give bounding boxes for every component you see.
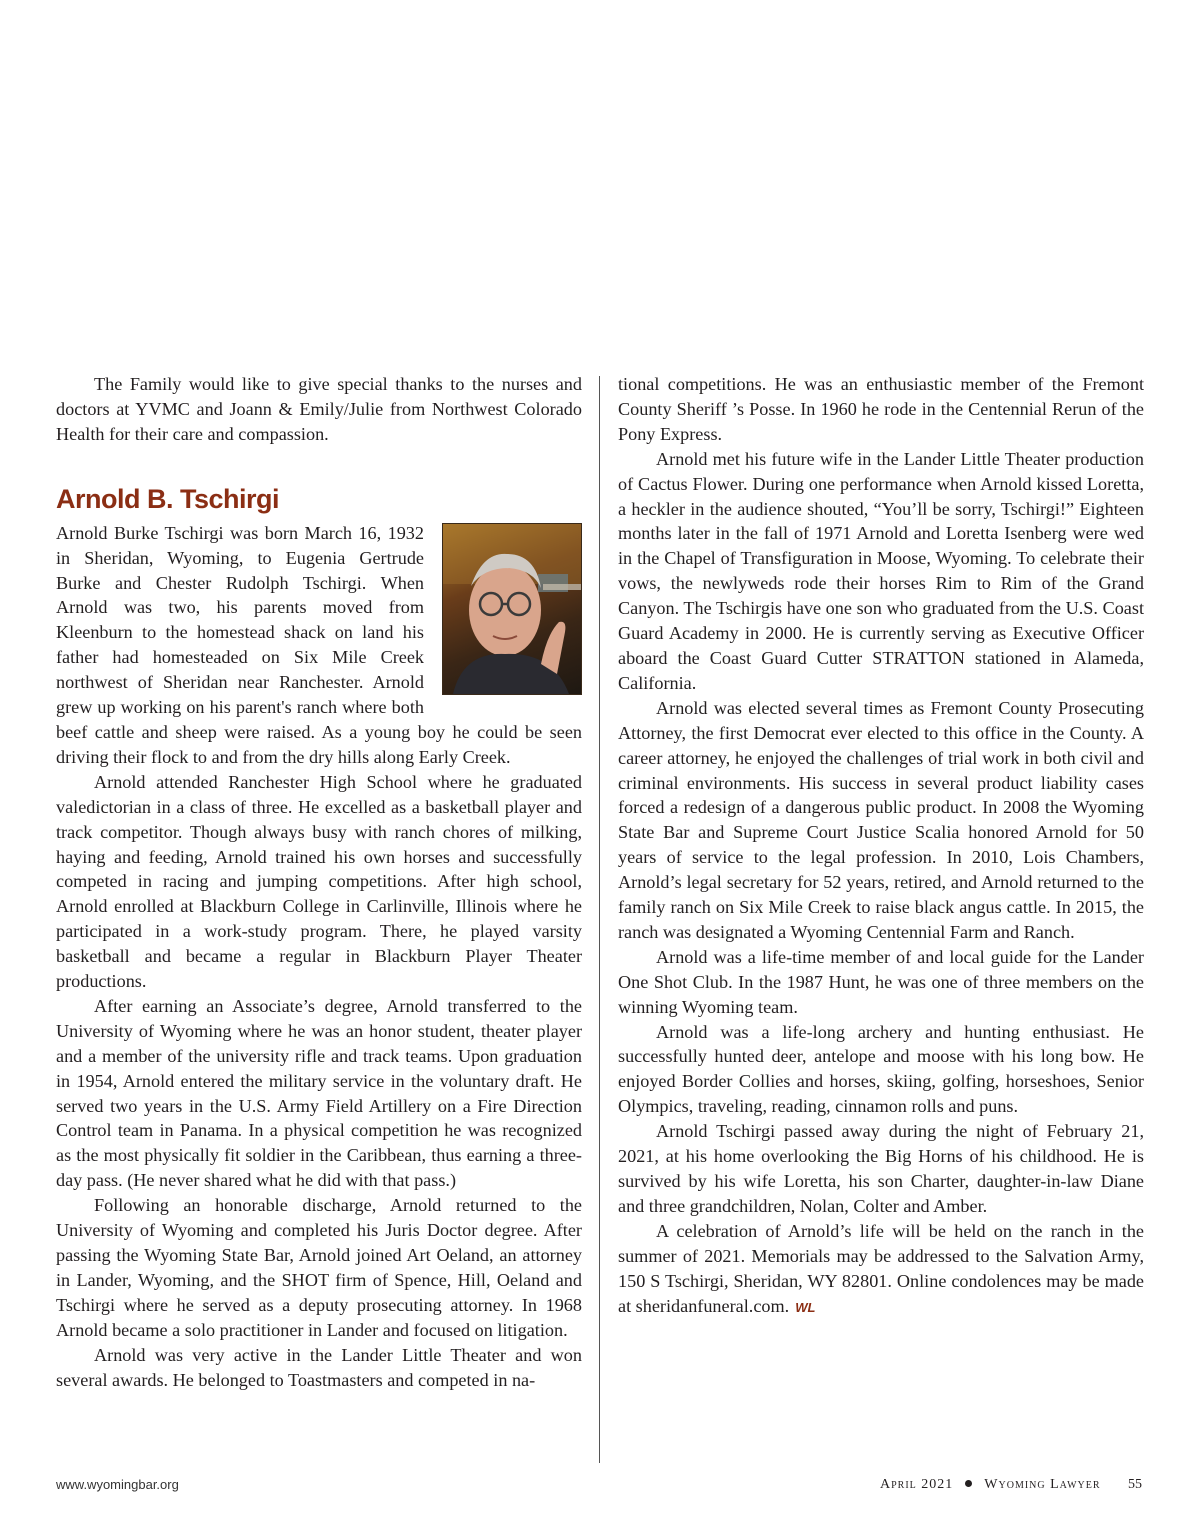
obituary-paragraph: Arnold Tschirgi passed away during the night of February 21, 2021, at his home overlooking the Big Horns of his childhood. He is survived by his wife Loretta, his son Charter, daughter-in-law Diane and three grandchildren, Nolan, Colter and Amber.: [618, 1121, 1144, 1216]
obituary-paragraph: tional competitions. He was an enthusiastic member of the Fremont County Sheriff ’s Posse. In 1960 he rode in the Centennial Rerun of the Pony Express.: [618, 374, 1144, 444]
thanks-paragraph: The Family would like to give special thanks to the nurses and doctors at YVMC and Joann & Emily/Julie from Northwest Colorado Health for their care and compassion.: [56, 374, 582, 444]
issue-date: April 2021: [880, 1477, 954, 1492]
portrait-photo: [442, 523, 582, 695]
obituary-paragraph: Arnold was elected several times as Fremont County Prosecuting Attorney, the first Democrat ever elected to this office in the County. A career attorney, he enjoyed the challenges of trial work in both civil and criminal environments. His success in several product liability cases forced a redesign of a dangerous public product. In 2008 the Wyoming State Bar and Supreme Court Justice Scalia honored Arnold for 50 years of service to the legal profession. In 2010, Lois Chambers, Arnold’s legal secretary for 52 years, retired, and Arnold returned to the family ranch on Six Mile Creek to raise black angus cattle. In 2015, the ranch was designated a Wyoming Centennial Farm and Ranch.: [618, 697, 1144, 942]
obituary-paragraph-last: [618, 1219, 1144, 1321]
obituary-paragraph: Arnold Burke Tschirgi was born March 16, 1932 in Sheridan, Wyoming, to Eugenia Gertrude Burke and Chester Rudolph Tschirgi. When Arnold was two, his parents moved from Kleenburn to the homestead shack on land his father had homesteaded on Six Mile Creek northwest of Sheridan near Ranchester. Arnold grew up working on his parent's ranch where both beef cattle and sheep were raised. As a young boy he could be seen driving their flock to and from the dry hills along Early Creek.: [56, 522, 582, 767]
column-divider: [599, 376, 600, 1463]
bullet-separator: [965, 1480, 972, 1487]
publication-name: Wyoming Lawyer: [984, 1477, 1101, 1492]
left-column: [56, 372, 582, 1392]
obituary-paragraph: Arnold was a life-long archery and hunting enthusiast. He successfully hunted deer, antelope and moose with his long bow. He enjoyed Border Collies and horses, skiing, golfing, horseshoes, Senior Olympics, traveling, reading, cinnamon rolls and puns.: [618, 1021, 1144, 1117]
obituary-paragraph: Following an honorable discharge, Arnold returned to the University of Wyoming and completed his Juris Doctor degree. After passing the Wyoming State Bar, Arnold joined Art Oeland, an attorney in Lander, Wyoming, and the SHOT firm of Spence, Hill, Oeland and Tschirgi where he served as a deputy prosecuting attorney. In 1968 Arnold became a solo practitioner in Lander and focused on litigation.: [56, 1195, 582, 1340]
obituary-paragraph: Arnold met his future wife in the Lander Little Theater production of Cactus Flower. During one performance when Arnold kissed Loretta, a heckler in the audience shouted, “You’ll be sorry, Tschirgi!” Eighteen months later in the fall of 1971 Arnold and Loretta Isenberg were wed in the Chapel of Transfiguration in Moose, Wyoming. To celebrate their vows, the newlyweds rode their horses Rim to Rim of the Grand Canyon. The Tschirgis have one son who graduated from the U.S. Coast Guard Academy in 2000. He is currently serving as Executive Officer aboard the Coast Guard Cutter STRATTON stationed in Alameda, California.: [618, 448, 1144, 693]
obituary-paragraph: Arnold attended Ranchester High School where he graduated valedictorian in a class of three. He excelled as a basketball player and track competitor. Though always busy with ranch chores of milking, haying and feeding, Arnold trained his own horses and successfully competed in racing and jumping competitions. After high school, Arnold enrolled at Blackburn College in Carlinville, Illinois where he participated in a work-study program. There, he played varsity basketball and became a regular in Blackburn Player Theater productions.: [56, 771, 582, 992]
obituary-paragraph: Arnold was a life-time member of and local guide for the Lander One Shot Club. In the 1987 Hunt, he was one of three members on the winning Wyoming team.: [618, 946, 1144, 1017]
obituary-paragraph: Arnold was very active in the Lander Little Theater and won several awards. He belonged to Toastmasters and competed in na-: [56, 1344, 582, 1390]
closing-text: A celebration of Arnold’s life will be held on the ranch in the summer of 2021. Memorials may be addressed to the Salvation Army, 150 S Tschirgi, Sheridan, WY 82801. Online condolences may be made at sheridanfuneral.com.: [618, 1220, 1144, 1316]
footer-url[interactable]: www.wyomingbar.org: [56, 1477, 179, 1492]
portrait-illustration: [443, 524, 581, 694]
page-number: 55: [1128, 1477, 1142, 1492]
footer-issue: [880, 1477, 1101, 1493]
right-column: [618, 372, 1144, 1320]
obituary-title: Arnold B. Tschirgi: [56, 483, 280, 514]
end-mark: WL: [795, 1299, 816, 1315]
obituary-paragraph: After earning an Associate’s degree, Arnold transferred to the University of Wyoming where he was an honor student, theater player and a member of the university rifle and track teams. Upon graduation in 1954, Arnold entered the military service in the voluntary draft. He served two years in the U.S. Army Field Artillery on a Fire Direction Control team in Panama. In a physical competition he was recognized as the most physically fit soldier in the Caribbean, thus earning a three-day pass. (He never shared what he did with that pass.): [56, 995, 582, 1191]
